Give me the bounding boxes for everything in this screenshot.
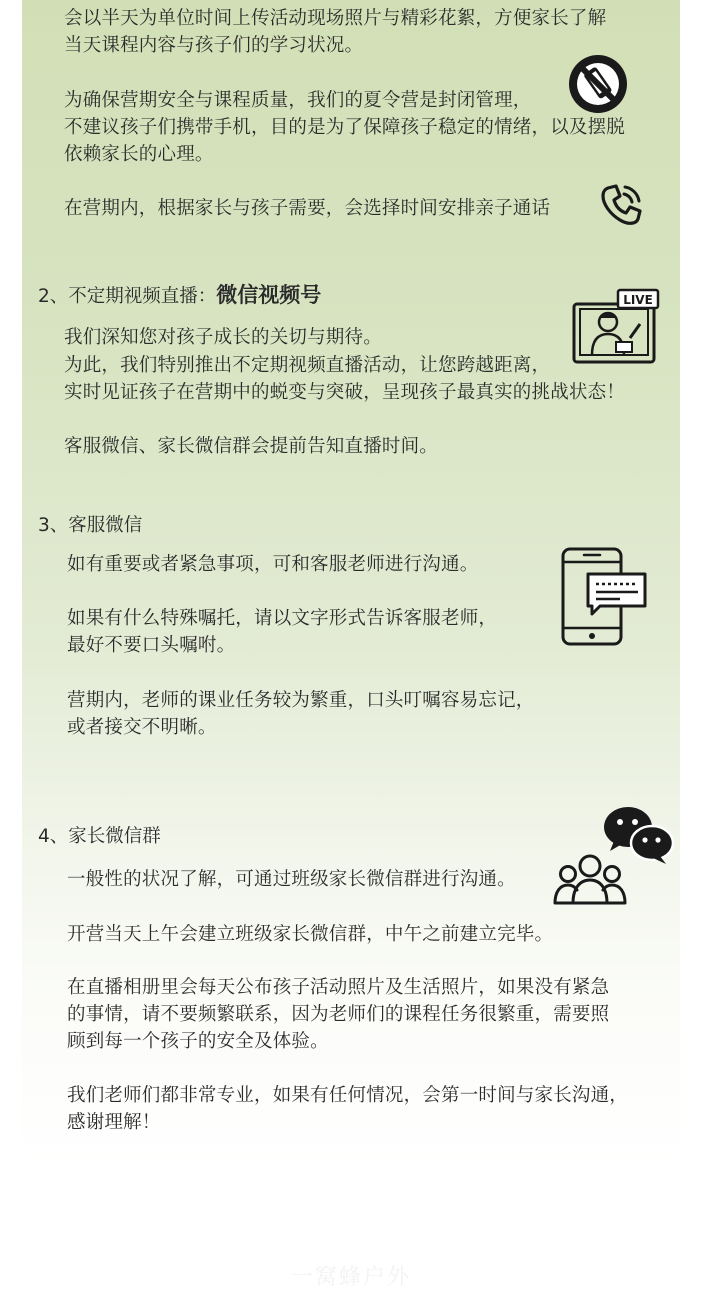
intro-text-line: 不建议孩子们携带手机，目的是为了保障孩子稳定的情绪，以及摆脱 [64,117,626,138]
phone-call-icon [598,182,644,228]
section-2-text-line: 实时见证孩子在营期中的蜕变与突破，呈现孩子最真实的挑战状态！ [64,382,626,403]
section-4-text-line: 感谢理解！ [67,1112,161,1133]
section-3-text-line: 如果有什么特殊嘱托，请以文字形式告诉客服老师， [67,608,498,629]
no-phone-icon [568,54,628,114]
mobile-chat-icon [560,546,650,648]
section-3-text-line: 最好不要口头嘱咐。 [67,635,236,656]
intro-text-line: 当天课程内容与孩子们的学习状况。 [64,35,364,56]
intro-text-line: 会以半天为单位时间上传活动现场照片与精彩花絮，方便家长了解 [64,8,607,29]
section-2-text-line: 客服微信、家长微信群会提前告知直播时间。 [64,436,439,457]
intro-text-line: 在营期内，根据家长与孩子需要，会选择时间安排亲子通话 [64,198,551,219]
section-3-text-line: 或者接交不明晰。 [67,717,217,738]
section-4-text-line: 我们老师们都非常专业，如果有任何情况，会第一时间与家长沟通， [67,1085,629,1106]
intro-text-line: 为确保营期安全与课程质量，我们的夏令营是封闭管理， [64,90,532,111]
section-3-text-line: 如有重要或者紧急事项，可和客服老师进行沟通。 [67,554,479,575]
section-2-heading-highlight: 微信视频号 [216,283,322,307]
section-2-heading [38,282,321,310]
intro-text-line: 依赖家长的心理。 [64,144,214,165]
section-4-heading: 4、家长微信群 [38,826,161,847]
live-badge-text: LIVE [623,293,653,307]
section-2-text-line: 我们深知您对孩子成长的关切与期待。 [64,327,382,348]
group-icon [552,852,628,906]
section-4-text-line: 在直播相册里会每天公布孩子活动照片及生活照片，如果没有紧急 [67,977,610,998]
section-4-text-line: 的事情，请不要频繁联系，因为老师们的课程任务很繁重，需要照 [67,1004,610,1025]
watermark: 一窝蜂户外 [290,1265,411,1290]
section-3-text-line: 营期内，老师的课业任务较为繁重，口头叮嘱容易忘记， [67,690,535,711]
section-4-text-line: 顾到每一个孩子的安全及体验。 [67,1031,329,1052]
live-stream-icon [570,288,662,368]
section-3-heading: 3、客服微信 [38,515,143,536]
section-4-text-line: 开营当天上午会建立班级家长微信群，中午之前建立完毕。 [67,924,554,945]
section-2-heading-text: 2、不定期视频直播： [38,286,217,307]
section-2-text-line: 为此，我们特别推出不定期视频直播活动，让您跨越距离， [64,355,551,376]
section-4-text-line: 一般性的状况了解，可通过班级家长微信群进行沟通。 [67,869,516,890]
